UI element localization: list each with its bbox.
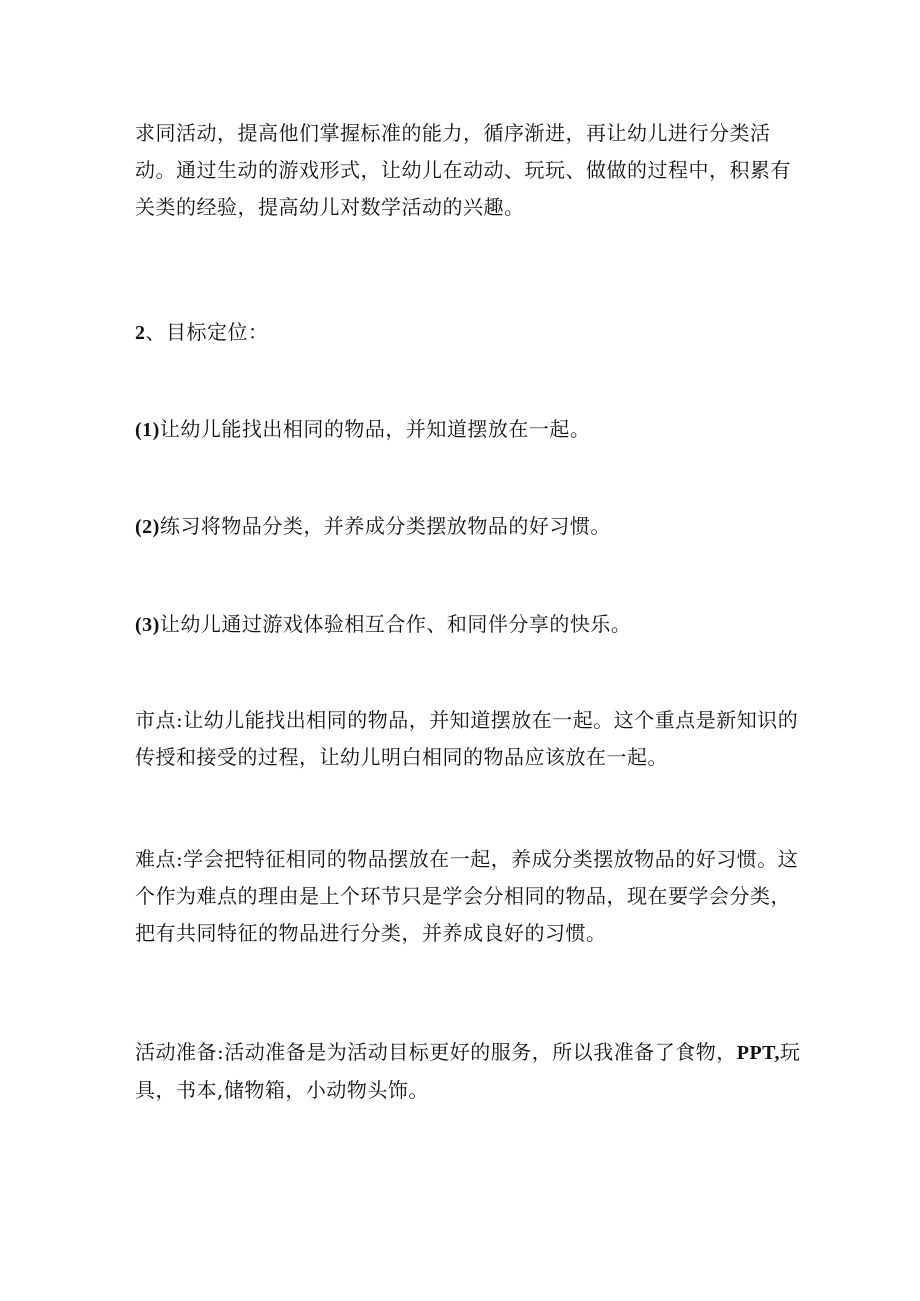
preparation-ppt: PPT, [736, 1042, 781, 1064]
intro-line-3: 关类的经验，提高幼儿对数学活动的兴趣。 [135, 195, 525, 219]
intro-line-2: 动。通过生动的游戏形式，让幼儿在动动、玩玩、做做的过程中，积累有 [135, 158, 791, 182]
section-heading-text: 、目标定位： [145, 320, 269, 344]
intro-line-1: 求同活动，提高他们掌握标准的能力，循序渐进，再让幼儿进行分类活 [135, 121, 771, 145]
intro-paragraph [135, 115, 795, 226]
key-point-line-1: 市点:让幼儿能找出相同的物品，并知道摆放在一起。这个重点是新知识的 [135, 708, 799, 732]
goal-item [135, 606, 795, 644]
difficulty-line-3: 把有共同特征的物品进行分类，并养成良好的习惯。 [135, 921, 607, 945]
goal-item [135, 411, 795, 449]
difficulty-line-1: 难点:学会把特征相同的物品摆放在一起，养成分类摆放物品的好习惯。这 [135, 847, 799, 871]
section-heading [135, 314, 795, 352]
difficulty-paragraph [135, 841, 799, 952]
goal-item [135, 508, 795, 546]
goal-text: 练习将物品分类，并养成分类摆放物品的好习惯。 [159, 514, 611, 538]
goal-number: (1) [135, 419, 160, 441]
goal-number: (2) [135, 516, 160, 538]
preparation-line-2: 具，书本,储物箱，小动物头饰。 [135, 1078, 429, 1102]
key-point-paragraph [135, 702, 799, 776]
goal-number: (3) [135, 614, 160, 636]
section-number: 2 [135, 322, 146, 344]
preparation-paragraph [135, 1034, 801, 1109]
difficulty-line-2: 个作为难点的理由是上个环节只是学会分相同的物品，现在要学会分类， [135, 884, 791, 908]
goal-text: 让幼儿能找出相同的物品，并知道摆放在一起。 [159, 417, 591, 441]
preparation-line-1-end: 玩 [780, 1040, 801, 1064]
preparation-line-1-text: 活动准备:活动准备是为活动目标更好的服务，所以我准备了食物， [135, 1040, 737, 1064]
key-point-line-2: 传授和接受的过程，让幼儿明白相同的物品应该放在一起。 [135, 745, 668, 769]
goal-text: 让幼儿通过游戏体验相互合作、和同伴分享的快乐。 [159, 612, 632, 636]
